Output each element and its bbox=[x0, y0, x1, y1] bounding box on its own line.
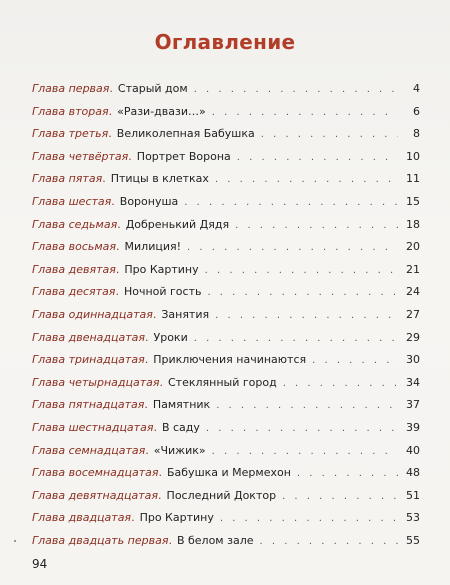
dot-leader bbox=[261, 124, 398, 147]
dot-leader bbox=[282, 486, 398, 509]
chapter-label: Глава третья bbox=[32, 127, 109, 141]
chapter-page-number: 15 bbox=[406, 194, 420, 208]
chapter-title: В белом зале bbox=[176, 533, 254, 547]
chapter-separator: . bbox=[128, 149, 132, 163]
chapter-page-number: 40 bbox=[406, 443, 420, 457]
chapter-page-number: 39 bbox=[406, 420, 420, 434]
toc-entry[interactable] bbox=[32, 417, 420, 440]
chapter-label: Глава восемнадцатая bbox=[32, 466, 159, 480]
dot-leader bbox=[216, 395, 398, 418]
toc-entry[interactable] bbox=[32, 146, 420, 169]
toc-entry[interactable] bbox=[32, 191, 420, 214]
chapter-label: Глава семнадцатая bbox=[32, 443, 146, 457]
chapter-title: Птицы в клетках bbox=[110, 172, 209, 186]
chapter-title: Стеклянный город bbox=[168, 375, 277, 389]
chapter-separator: . bbox=[115, 262, 120, 276]
chapter-separator: . bbox=[108, 127, 112, 141]
chapter-label: Глава четвёртая bbox=[32, 149, 129, 163]
chapter-label: Глава двадцатая bbox=[32, 511, 132, 525]
chapter-title: «Чижик» bbox=[153, 443, 206, 457]
page-number: 94 bbox=[32, 557, 48, 571]
chapter-title: Приключения начинаются bbox=[153, 353, 307, 367]
toc-entry[interactable] bbox=[32, 281, 420, 304]
dot-leader bbox=[235, 215, 398, 238]
dot-leader bbox=[206, 418, 398, 441]
chapter-separator: . bbox=[109, 82, 113, 95]
chapter-page-number: 37 bbox=[406, 398, 420, 412]
chapter-title: Про Картину bbox=[139, 511, 214, 525]
dot-leader bbox=[215, 305, 398, 328]
chapter-title: Про Картину bbox=[124, 262, 199, 276]
toc-entry[interactable] bbox=[32, 168, 420, 191]
chapter-page-number: 27 bbox=[406, 307, 420, 321]
chapter-separator: . bbox=[144, 353, 149, 367]
chapter-page-number: 21 bbox=[406, 262, 420, 276]
chapter-title: Милиция! bbox=[124, 240, 182, 254]
chapter-page-number: 11 bbox=[406, 172, 420, 186]
chapter-page-number: 8 bbox=[413, 127, 420, 141]
chapter-page-number: 51 bbox=[406, 488, 420, 502]
chapter-title: В саду bbox=[161, 420, 200, 434]
dot-leader bbox=[283, 373, 398, 396]
chapter-label: Глава двенадцатая bbox=[32, 330, 146, 344]
table-of-contents bbox=[32, 78, 420, 552]
chapter-label: Глава пятая bbox=[32, 172, 103, 186]
chapter-page-number: 4 bbox=[413, 82, 420, 95]
chapter-separator: . bbox=[117, 217, 121, 231]
dot-leader bbox=[312, 350, 398, 373]
dot-leader bbox=[237, 147, 398, 170]
chapter-separator: . bbox=[158, 488, 162, 502]
toc-entry[interactable] bbox=[32, 304, 420, 327]
chapter-title: Великолепная Бабушка bbox=[116, 127, 255, 141]
dot-leader bbox=[194, 79, 398, 102]
page-title: Оглавление bbox=[154, 30, 296, 54]
chapter-separator: . bbox=[116, 240, 120, 254]
chapter-title: Последний Доктор bbox=[166, 488, 277, 502]
chapter-label: Глава седьмая bbox=[32, 217, 118, 231]
chapter-page-number: 55 bbox=[406, 533, 420, 547]
chapter-label: Глава двадцать первая bbox=[32, 533, 169, 547]
toc-entry[interactable] bbox=[32, 394, 420, 417]
chapter-title: Уроки bbox=[153, 330, 188, 344]
chapter-page-number: 18 bbox=[406, 217, 420, 231]
chapter-page-number: 53 bbox=[406, 511, 420, 525]
chapter-page-number: 10 bbox=[406, 149, 420, 163]
dot-leader bbox=[220, 508, 398, 531]
toc-entry[interactable] bbox=[32, 236, 420, 259]
chapter-page-number: 29 bbox=[406, 330, 420, 344]
dot-leader bbox=[297, 463, 398, 486]
chapter-label: Глава пятнадцатая bbox=[32, 398, 145, 412]
toc-entry[interactable] bbox=[32, 349, 420, 372]
chapter-separator: . bbox=[102, 172, 106, 186]
toc-entry[interactable] bbox=[32, 123, 420, 146]
chapter-label: Глава шестнадцатая bbox=[32, 420, 154, 434]
chapter-label: Глава восьмая bbox=[32, 240, 117, 254]
toc-entry[interactable] bbox=[32, 101, 420, 124]
chapter-label: Глава десятая bbox=[32, 285, 116, 299]
chapter-label: Глава первая bbox=[32, 82, 110, 95]
chapter-title: Добренький Дядя bbox=[125, 217, 230, 231]
chapter-label: Глава одиннадцатая bbox=[32, 307, 153, 321]
dot-leader bbox=[205, 260, 398, 283]
chapter-separator: . bbox=[153, 420, 157, 434]
dot-leader bbox=[207, 282, 398, 305]
toc-entry[interactable] bbox=[32, 372, 420, 395]
toc-entry[interactable] bbox=[32, 259, 420, 282]
chapter-title: «Рази-двази…» bbox=[117, 104, 206, 118]
toc-entry[interactable] bbox=[32, 214, 420, 237]
chapter-page-number: 48 bbox=[406, 466, 420, 480]
chapter-title: Бабушка и Мермехон bbox=[166, 466, 291, 480]
chapter-page-number: 6 bbox=[413, 104, 420, 118]
chapter-label: Глава четырнадцатая bbox=[32, 375, 160, 389]
chapter-separator: . bbox=[158, 466, 162, 480]
toc-entry[interactable] bbox=[32, 327, 420, 350]
chapter-separator: . bbox=[152, 307, 157, 321]
dot-leader bbox=[184, 192, 398, 215]
print-speck bbox=[14, 540, 16, 542]
toc-entry[interactable] bbox=[32, 507, 420, 530]
chapter-separator: . bbox=[144, 398, 148, 412]
chapter-separator: . bbox=[111, 194, 115, 208]
chapter-label: Глава шестая bbox=[32, 194, 112, 208]
toc-entry[interactable] bbox=[32, 530, 420, 553]
dot-leader bbox=[260, 531, 399, 554]
chapter-page-number: 30 bbox=[406, 353, 420, 367]
chapter-title: Старый дом bbox=[117, 82, 188, 95]
chapter-title: Памятник bbox=[152, 398, 211, 412]
toc-entry[interactable] bbox=[32, 440, 420, 463]
chapter-separator: . bbox=[108, 104, 113, 118]
dot-leader bbox=[212, 441, 398, 464]
chapter-label: Глава девятая bbox=[32, 262, 116, 276]
chapter-separator: . bbox=[159, 375, 163, 389]
chapter-page-number: 34 bbox=[406, 375, 420, 389]
chapter-separator: . bbox=[131, 511, 135, 525]
chapter-title: Воронуша bbox=[119, 194, 179, 208]
chapter-page-number: 24 bbox=[406, 285, 420, 299]
toc-entry[interactable] bbox=[32, 462, 420, 485]
chapter-separator: . bbox=[145, 443, 149, 457]
chapter-separator: . bbox=[168, 533, 172, 547]
toc-entry[interactable] bbox=[32, 485, 420, 508]
dot-leader bbox=[212, 102, 398, 125]
chapter-label: Глава тринадцатая bbox=[32, 353, 145, 367]
chapter-label: Глава девятнадцатая bbox=[32, 488, 159, 502]
chapter-page-number: 20 bbox=[406, 240, 420, 254]
chapter-title: Портрет Ворона bbox=[136, 149, 231, 163]
dot-leader bbox=[187, 237, 398, 260]
toc-entry[interactable] bbox=[32, 78, 420, 101]
dot-leader bbox=[215, 169, 398, 192]
chapter-separator: . bbox=[145, 330, 149, 344]
chapter-title: Ночной гость bbox=[123, 285, 202, 299]
chapter-label: Глава вторая bbox=[32, 104, 109, 118]
chapter-separator: . bbox=[115, 285, 119, 299]
dot-leader bbox=[194, 328, 398, 351]
chapter-title: Занятия bbox=[161, 307, 210, 321]
